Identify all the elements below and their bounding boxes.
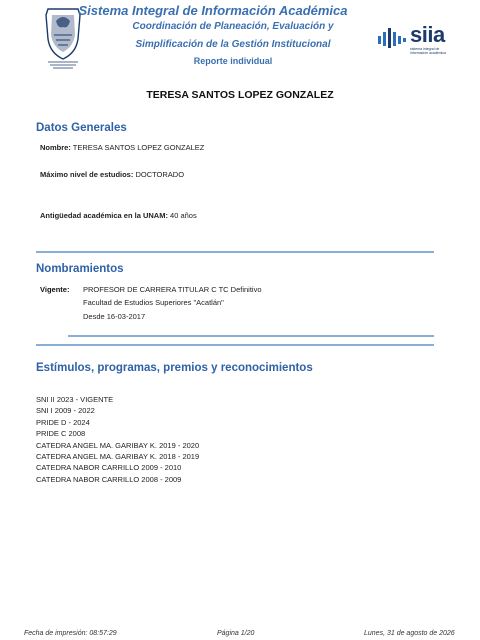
field-antiguedad xyxy=(40,211,197,220)
section-title-estimulos: Estímulos, programas, premios y reconocimientos xyxy=(36,362,313,374)
field-nivel-value: DOCTORADO xyxy=(133,170,185,179)
list-item: PRIDE D - 2024 xyxy=(36,417,90,427)
appointment-faculty: Facultad de Estudios Superiores "Acatlán" xyxy=(83,298,224,307)
footer-print-time: Fecha de impresión: 08:57:29 xyxy=(24,630,117,637)
list-item: SNI II 2023 - VIGENTE xyxy=(36,395,114,404)
coordination-line-1: Coordinación de Planeación, Evaluación y xyxy=(132,21,334,32)
field-nombre-label: Nombre: xyxy=(40,143,71,152)
section-title-datos-generales: Datos Generales xyxy=(36,122,127,134)
list-item: SNI I 2009 - 2022 xyxy=(36,406,95,416)
list-item: CATEDRA ANGEL MA. GARIBAY K. 2019 - 2020 xyxy=(36,440,200,450)
estimulos-list xyxy=(36,394,199,485)
siia-logo-subtext: sistema integral de información académica xyxy=(410,47,446,55)
section-divider xyxy=(36,344,434,346)
footer-date: Lunes, 31 de agosto de 2026 xyxy=(364,630,455,637)
section-title-nombramientos: Nombramientos xyxy=(36,263,124,275)
report-type: Reporte individual xyxy=(193,56,273,66)
vigente-label: Vigente: xyxy=(40,285,70,294)
appointment-divider xyxy=(68,335,434,337)
field-nivel-estudios xyxy=(40,170,184,179)
list-item: PRIDE C 2008 xyxy=(36,429,86,439)
system-title: Sistema Integral de Información Académica xyxy=(78,3,348,18)
field-antiguedad-value: 40 años xyxy=(167,211,197,220)
list-item: CATEDRA ANGEL MA. GARIBAY K. 2018 - 2019 xyxy=(36,452,200,462)
appointment-position: PROFESOR DE CARRERA TITULAR C TC Definitivo xyxy=(83,285,262,294)
person-name: TERESA SANTOS LOPEZ GONZALEZ xyxy=(146,89,334,101)
siia-logo-text: siia xyxy=(410,22,445,47)
appointment-since: Desde 16-03-2017 xyxy=(83,312,146,321)
section-divider xyxy=(36,251,434,253)
coordination-line-2: Simplificación de la Gestión Institucional xyxy=(135,39,331,50)
list-item: CATEDRA NABOR CARRILLO 2009 - 2010 xyxy=(36,463,182,473)
field-nombre-value: TERESA SANTOS LOPEZ GONZALEZ xyxy=(70,143,205,152)
footer-page-number: Página 1/20 xyxy=(217,630,255,637)
list-item: CATEDRA NABOR CARRILLO 2008 - 2009 xyxy=(36,474,182,484)
field-nivel-label: Máximo nivel de estudios: xyxy=(40,170,134,179)
field-nombre xyxy=(40,143,204,152)
field-antiguedad-label: Antigüedad académica en la UNAM: xyxy=(40,211,168,220)
